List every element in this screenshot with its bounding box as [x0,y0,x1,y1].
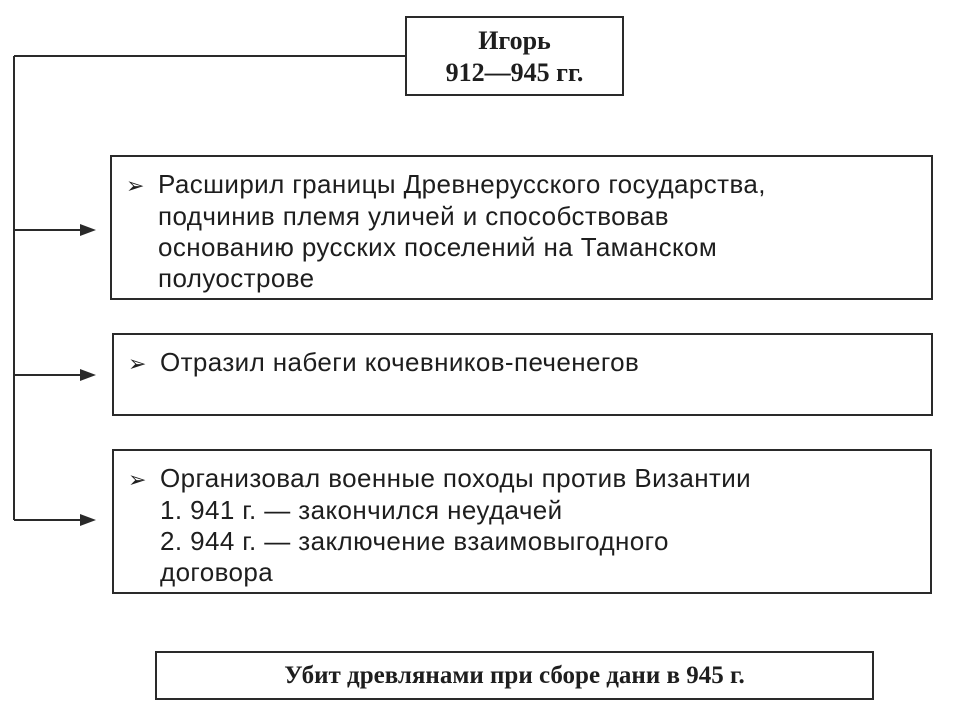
bullet-arrow-icon: ➢ [126,173,145,198]
achievement-line: 1. 941 г. — закончился неудачей [160,495,563,525]
arrow-head-2 [80,369,96,381]
achievement-box-borders [110,155,933,300]
achievement-line: 2. 944 г. — заключение взаимовыгодного [160,526,669,556]
achievement-line: подчинив племя уличей и способствовав [158,201,670,231]
achievement-box-pechenegs [112,333,933,416]
death-note-box [155,651,874,700]
bullet-arrow-icon: ➢ [128,467,147,492]
achievement-line: основанию русских поселений на Таманском [158,232,718,262]
achievement-line [128,463,920,495]
ruler-years: 912—945 гг. [445,58,584,87]
arrow-head-1 [80,224,96,236]
achievement-line: договора [160,557,274,587]
achievement-line [126,169,921,201]
bullet-arrow-icon: ➢ [128,351,147,376]
ruler-name: Игорь [478,26,551,55]
death-note-text: Убит древлянами при сборе дани в 945 г. [284,662,745,689]
achievement-text: Отразил набеги кочевников-печенегов [160,347,640,377]
achievement-text: Организовал военные походы против Византии [160,463,752,493]
achievement-box-byzantium [112,449,932,594]
arrow-head-3 [80,514,96,526]
achievement-line: полуострове [158,263,315,293]
achievement-line [128,347,921,379]
achievement-text: Расширил границы Древнерусского государства, [158,169,766,199]
ruler-title-box [405,16,624,96]
